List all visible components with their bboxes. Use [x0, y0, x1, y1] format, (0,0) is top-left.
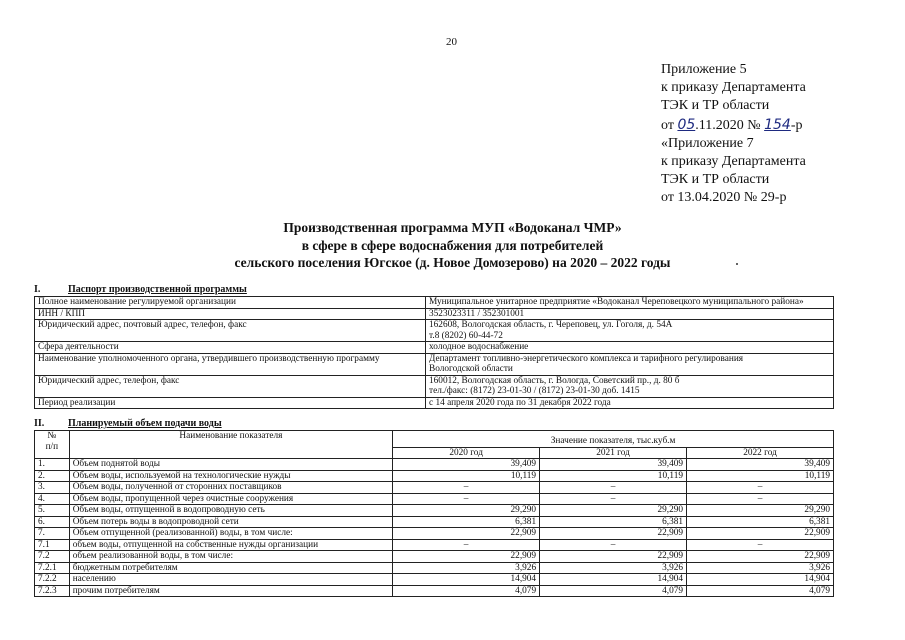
row-number-cell: 2.: [35, 470, 70, 482]
table-row: [35, 562, 834, 574]
row-value-cell: 4,079: [540, 585, 687, 597]
row-value-cell: 22,909: [393, 528, 540, 540]
row-number-cell: 3.: [35, 482, 70, 494]
header-year-cell: 2022 год: [687, 447, 834, 459]
passport-value-line: Департамент топливно-энергетического комплекса и тарифного регулирования: [429, 353, 744, 364]
passport-row: [35, 397, 834, 409]
row-number-cell: 7.2: [35, 551, 70, 563]
row-value-cell: 10,119: [687, 470, 834, 482]
passport-label: Полное наименование регулируемой организации: [35, 297, 426, 309]
header-cell-value-group: Значение показателя, тыс.куб.м: [393, 431, 834, 448]
row-number-cell: 7.2.1: [35, 562, 70, 574]
row-value-cell: 14,904: [687, 574, 834, 586]
header-year-cell: 2020 год: [393, 447, 540, 459]
passport-label: ИНН / КПП: [35, 308, 426, 320]
passport-value-line: 3523023311 / 352301001: [429, 308, 525, 319]
passport-value-line: с 14 апреля 2020 года по 31 декабря 2022 года: [429, 397, 611, 408]
row-value-cell: 29,290: [393, 505, 540, 517]
table-row: [35, 482, 834, 494]
row-name-cell: объем воды, отпущенной на собственные нужды организации: [69, 539, 392, 551]
section-title: Паспорт производственной программы: [68, 284, 247, 295]
appendix-date-line: [661, 116, 806, 135]
row-value-cell: –: [687, 493, 834, 505]
passport-value-line: 160012, Вологодская область, г. Вологда, Советский пр., д. 80 б: [429, 375, 680, 386]
document-title: [0, 219, 905, 272]
passport-row: [35, 375, 834, 397]
passport-value: [426, 308, 834, 320]
table-row: [35, 459, 834, 471]
row-value-cell: 39,409: [393, 459, 540, 471]
row-value-cell: 22,909: [540, 528, 687, 540]
passport-row: [35, 353, 834, 375]
page-number: 20: [446, 36, 457, 48]
passport-value: [426, 320, 834, 342]
row-value-cell: 29,290: [540, 505, 687, 517]
row-value-cell: –: [393, 539, 540, 551]
appendix-line: «Приложение 7: [661, 135, 754, 151]
row-number-cell: 7.2.2: [35, 574, 70, 586]
row-number-cell: 6.: [35, 516, 70, 528]
row-number-cell: 7.1: [35, 539, 70, 551]
row-value-cell: 14,904: [393, 574, 540, 586]
passport-label: Юридический адрес, телефон, факс: [35, 375, 426, 397]
header-number-label: п/п: [45, 441, 59, 452]
row-value-cell: –: [393, 493, 540, 505]
row-value-cell: 6,381: [687, 516, 834, 528]
handwritten-order-number: 154: [764, 116, 791, 133]
row-value-cell: 22,909: [687, 551, 834, 563]
handwritten-day: 05: [677, 116, 696, 133]
row-value-cell: 3,926: [687, 562, 834, 574]
row-name-cell: Объем потерь воды в водопроводной сети: [69, 516, 392, 528]
passport-label: Наименование уполномоченного органа, утвердившего производственную программу: [35, 353, 426, 375]
row-value-cell: 14,904: [540, 574, 687, 586]
title-line: сельского поселения Югское (д. Новое Домозерово) на 2020 – 2022 годы: [234, 255, 671, 270]
table-row: [35, 470, 834, 482]
appendix-line: к приказу Департамента: [661, 154, 806, 170]
row-number-cell: 7.2.3: [35, 585, 70, 597]
section-heading-passport: [34, 284, 834, 295]
table-row: [35, 585, 834, 597]
row-value-cell: –: [540, 482, 687, 494]
row-name-cell: бюджетным потребителям: [69, 562, 392, 574]
section-title: Планируемый объем подачи воды: [68, 418, 222, 429]
row-name-cell: Объем воды, полученной от сторонних поставщиков: [69, 482, 392, 494]
row-value-cell: 4,079: [393, 585, 540, 597]
row-value-cell: 22,909: [687, 528, 834, 540]
title-line: в сфере в сфере водоснабжения для потребителей: [301, 237, 604, 253]
passport-row: [35, 308, 834, 320]
row-value-cell: 22,909: [540, 551, 687, 563]
header-cell-name: Наименование показателя: [69, 431, 392, 459]
appendix-block: [661, 61, 806, 208]
appendix-line: к приказу Департамента: [661, 80, 806, 96]
appendix-date-prefix: от: [661, 117, 678, 133]
header-number-label: №: [47, 431, 57, 441]
passport-label: Юридический адрес, почтовый адрес, телефон, факс: [35, 320, 426, 342]
table-row: [35, 574, 834, 586]
row-value-cell: 6,381: [393, 516, 540, 528]
row-value-cell: 6,381: [540, 516, 687, 528]
row-name-cell: Объем воды, пропущенной через очистные сооружения: [69, 493, 392, 505]
row-value-cell: 3,926: [540, 562, 687, 574]
passport-value: [426, 397, 834, 409]
row-value-cell: 39,409: [540, 459, 687, 471]
row-value-cell: –: [687, 482, 834, 494]
row-name-cell: Объем воды, используемой на технологические нужды: [69, 470, 392, 482]
passport-row: [35, 320, 834, 342]
row-value-cell: 10,119: [393, 470, 540, 482]
passport-value-line: Вологодской области: [429, 364, 513, 374]
row-number-cell: 7.: [35, 528, 70, 540]
passport-row: [35, 342, 834, 354]
table-row: [35, 493, 834, 505]
row-value-cell: 3,926: [393, 562, 540, 574]
row-value-cell: 22,909: [393, 551, 540, 563]
table-header-row: [35, 431, 834, 448]
appendix-date-suffix: -р: [790, 117, 803, 133]
appendix-line: ТЭК и ТР области: [661, 98, 770, 114]
passport-value: [426, 342, 834, 354]
section-number: II.: [34, 418, 45, 429]
passport-value: [426, 353, 834, 375]
row-name-cell: населению: [69, 574, 392, 586]
table-row: [35, 551, 834, 563]
passport-value: [426, 375, 834, 397]
passport-value: [426, 297, 834, 309]
table-row: [35, 516, 834, 528]
title-line: Производственная программа МУП «Водоканал ЧМР»: [283, 220, 622, 235]
row-name-cell: Объем воды, отпущенной в водопроводную сеть: [69, 505, 392, 517]
appendix-date-middle: .11.2020 №: [695, 117, 765, 133]
row-number-cell: 1.: [35, 459, 70, 471]
row-number-cell: 4.: [35, 493, 70, 505]
row-name-cell: прочим потребителям: [69, 585, 392, 597]
section-number: I.: [34, 284, 41, 295]
passport-value-line: т.8 (8202) 60-44-72: [429, 330, 503, 341]
row-value-cell: 4,079: [687, 585, 834, 597]
water-volume-table: [34, 430, 834, 597]
row-value-cell: –: [393, 482, 540, 494]
row-value-cell: –: [540, 493, 687, 505]
passport-label: Период реализации: [35, 397, 426, 409]
table-row: [35, 505, 834, 517]
row-name-cell: объем реализованной воды, в том числе:: [69, 551, 392, 563]
appendix-line: ТЭК и ТР области: [661, 172, 770, 188]
passport-row: [35, 297, 834, 309]
passport-label: Сфера деятельности: [35, 342, 426, 354]
passport-value-line: тел./факс: (8172) 23-01-30 / (8172) 23-01-30 доб. 1415: [429, 386, 640, 396]
table-row: [35, 539, 834, 551]
row-name-cell: Объем отпущенной (реализованной) воды, в том числе:: [69, 528, 392, 540]
section-heading-volume: [34, 418, 834, 429]
row-number-cell: 5.: [35, 505, 70, 517]
header-cell-number: [35, 431, 70, 459]
header-year-cell: 2021 год: [540, 447, 687, 459]
row-value-cell: 10,119: [540, 470, 687, 482]
appendix-line: от 13.04.2020 № 29-р: [661, 190, 787, 206]
passport-value-line: Муниципальное унитарное предприятие «Водоканал Череповецкого муниципального района»: [429, 297, 804, 307]
appendix-line: Приложение 5: [661, 62, 747, 77]
row-value-cell: 39,409: [687, 459, 834, 471]
passport-value-line: 162608, Вологодская область, г. Череповец, ул. Гоголя, д. 54А: [429, 320, 673, 330]
row-value-cell: –: [687, 539, 834, 551]
scan-speck: [736, 263, 738, 265]
row-value-cell: 29,290: [687, 505, 834, 517]
passport-value-line: холодное водоснабжение: [429, 342, 529, 352]
table-row: [35, 528, 834, 540]
row-value-cell: –: [540, 539, 687, 551]
passport-table: [34, 296, 834, 409]
row-name-cell: Объем поднятой воды: [69, 459, 392, 471]
